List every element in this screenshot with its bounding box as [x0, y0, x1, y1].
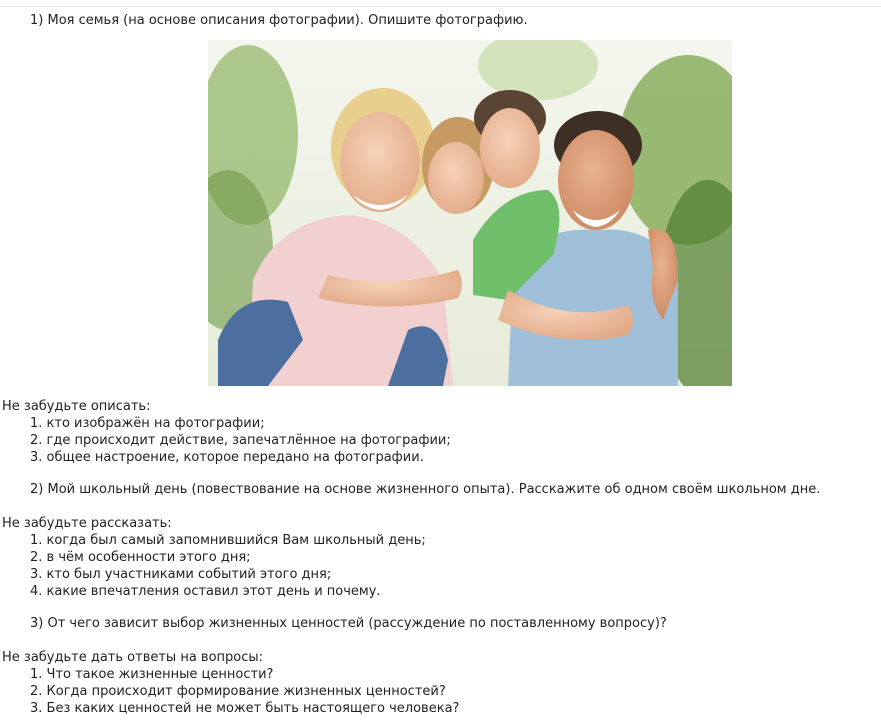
task-3-item: 1. Что такое жизненные ценности?: [30, 667, 274, 682]
task-3-heading: 3) От чего зависит выбор жизненных ценностей (рассуждение по поставленному вопросу)?: [30, 616, 667, 631]
task-2-item: 4. какие впечатления оставил этот день и почему.: [30, 584, 381, 599]
task-1-item: 1. кто изображён на фотографии;: [30, 416, 265, 431]
task-1-intro: Не забудьте описать:: [2, 399, 151, 414]
task-3-intro: Не забудьте дать ответы на вопросы:: [2, 650, 264, 665]
task-2-heading: 2) Мой школьный день (повествование на основе жизненного опыта). Расскажите об одном своём школьном дне.: [30, 482, 821, 497]
task-1-heading: 1) Моя семья (на основе описания фотографии). Опишите фотографию.: [30, 13, 528, 28]
family-photo: [208, 40, 732, 386]
task-3-item: 3. Без каких ценностей не может быть настоящего человека?: [30, 701, 460, 716]
top-divider: [0, 6, 881, 7]
task-2-item: 1. когда был самый запомнившийся Вам школьный день;: [30, 533, 426, 548]
task-3-item: 2. Когда происходит формирование жизненных ценностей?: [30, 684, 446, 699]
task-1-item: 3. общее настроение, которое передано на фотографии.: [30, 450, 424, 465]
task-2-item: 2. в чём особенности этого дня;: [30, 550, 251, 565]
task-1-item: 2. где происходит действие, запечатлённое на фотографии;: [30, 433, 451, 448]
task-2-intro: Не забудьте рассказать:: [2, 516, 172, 531]
task-2-item: 3. кто был участниками событий этого дня;: [30, 567, 332, 582]
